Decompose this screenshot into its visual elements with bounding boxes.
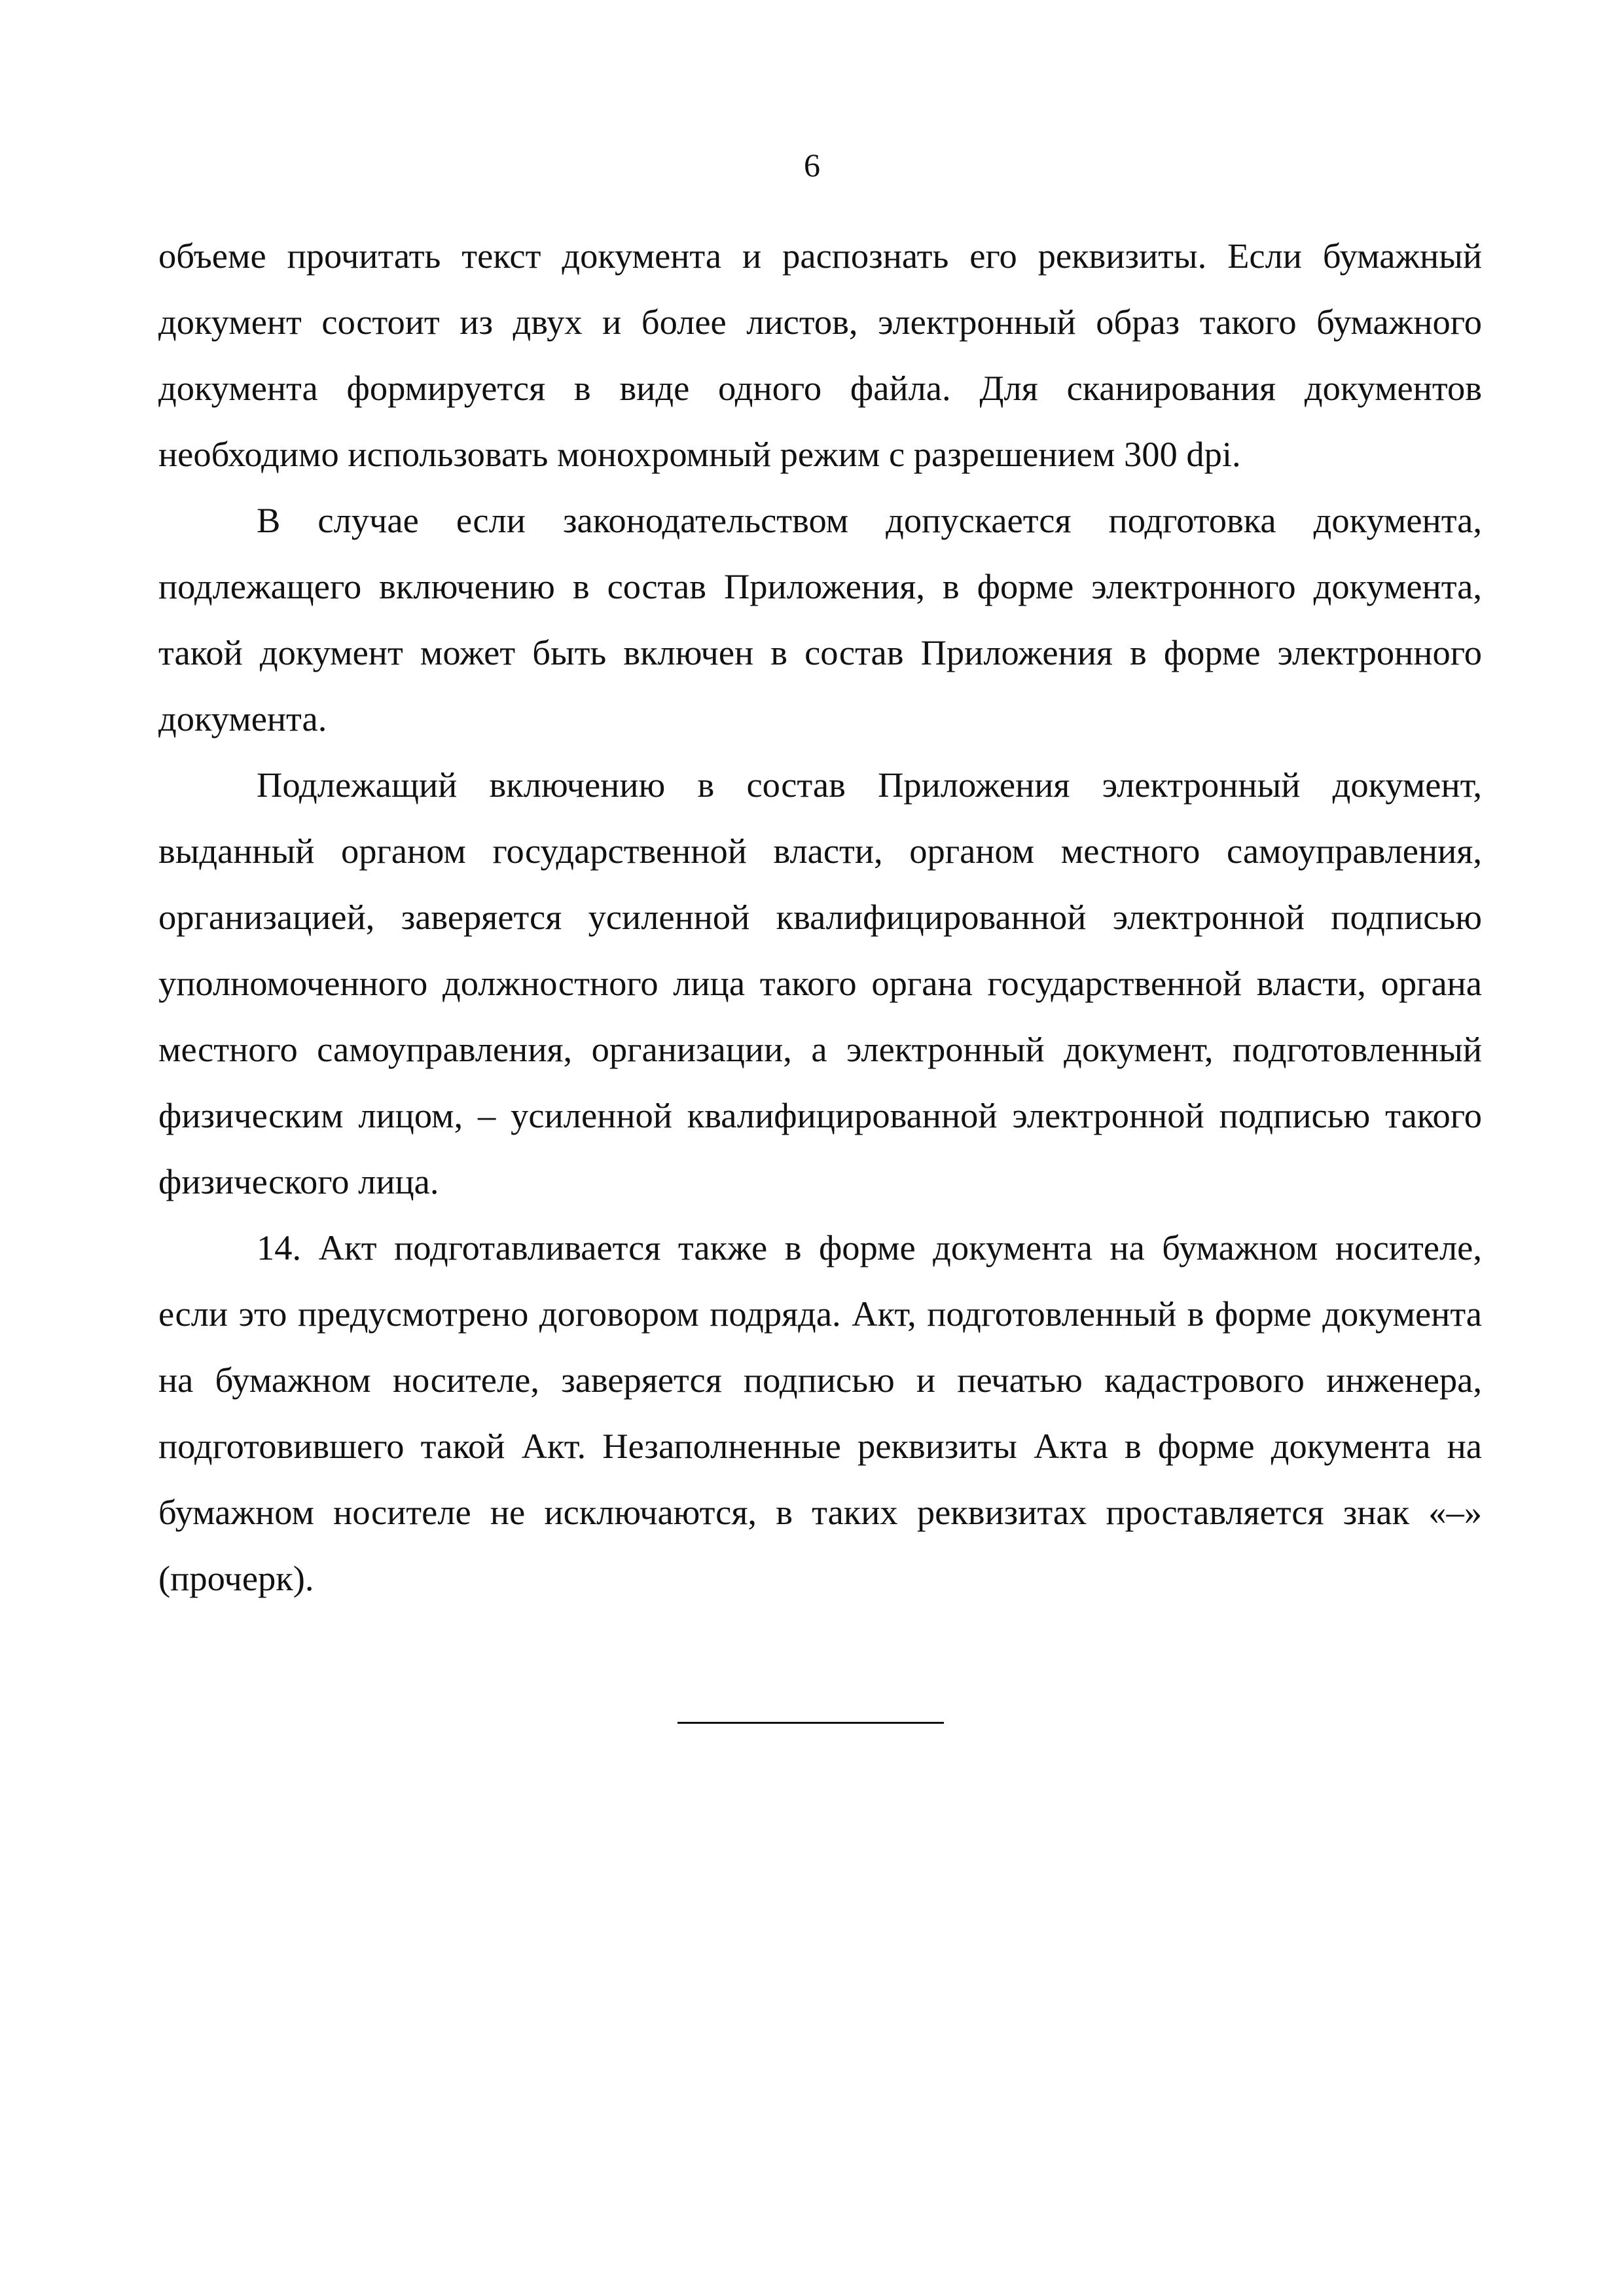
paragraph-item-14: 14. Акт подготавливается также в форме документа на бумажном носителе, если это предусмотрено договором подряда. Акт, подготовленный в форме документа на бумажном носителе, заверяется подписью и печатью кадастрового инженера, подготовившего такой Акт. Незаполненные реквизиты Акта в форме документа на бумажном носителе не исключаются, в таких реквизитах проставляется знак «–» (прочерк).	[158, 1228, 1482, 1598]
end-of-text-divider	[677, 1722, 944, 1724]
paragraph-signature-requirements: Подлежащий включению в состав Приложения электронный документ, выданный органом государственной власти, органом местного самоуправления, организацией, заверяется усиленной квалифицированной электронной подписью уполномоченного должностного лица такого органа государственной власти, органа местного самоуправления, организации, а электронный документ, подготовленный физическим лицом, – усиленной квалифицированной электронной подписью такого физического лица.	[158, 765, 1482, 1201]
page-number: 6	[804, 147, 820, 183]
document-body	[158, 223, 1482, 1611]
paragraph-continuation: объеме прочитать текст документа и распознать его реквизиты. Если бумажный документ состоит из двух и более листов, электронный образ такого бумажного документа формируется в виде одного файла. Для сканирования документов необходимо использовать монохромный режим с разрешением 300 dpi.	[158, 236, 1482, 474]
paragraph-electronic-document: В случае если законодательством допускается подготовка документа, подлежащего включению в состав Приложения, в форме электронного документа, такой документ может быть включен в состав Приложения в форме электронного документа.	[158, 500, 1482, 738]
